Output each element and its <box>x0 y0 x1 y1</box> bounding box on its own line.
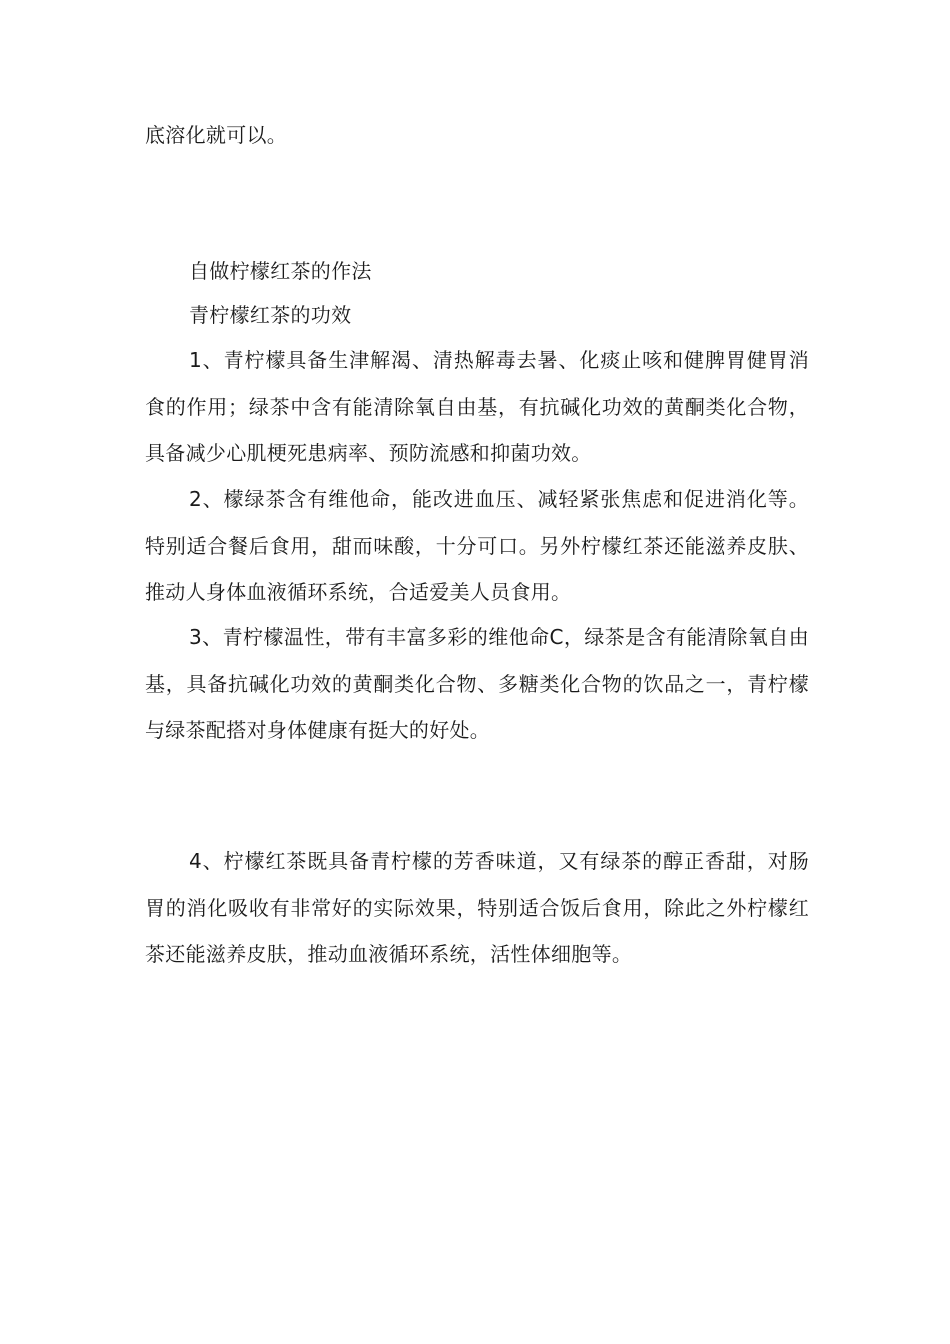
continuation-text: 底溶化就可以。 <box>145 123 288 147</box>
heading-benefits: 青柠檬红茶的功效 <box>189 303 352 327</box>
paragraph-3: 3、青柠檬温性，带有丰富多彩的维他命C，绿茶是含有能清除氧自由基，具备抗碱化功效的黄酮类化合物、多糖类化合物的饮品之一，青柠檬与绿茶配搭对身体健康有挺大的好处。 <box>145 625 809 742</box>
paragraph-1: 1、青柠檬具备生津解渴、清热解毒去暑、化痰止咳和健脾胃健胃消食的作用；绿茶中含有能清除氧自由基，有抗碱化功效的黄酮类化合物，具备减少心肌梗死患病率、预防流感和抑菌功效。 <box>145 348 809 465</box>
paragraph-2: 2、檬绿茶含有维他命，能改进血压、减轻紧张焦虑和促进消化等。特别适合餐后食用，甜而味酸，十分可口。另外柠檬红茶还能滋养皮肤、推动人身体血液循环系统，合适爱美人员食用。 <box>145 487 809 604</box>
heading-recipe: 自做柠檬红茶的作法 <box>189 259 372 283</box>
paragraph-4: 4、柠檬红茶既具备青柠檬的芳香味道，又有绿茶的醇正香甜，对肠胃的消化吸收有非常好的实际效果，特别适合饭后食用，除此之外柠檬红茶还能滋养皮肤，推动血液循环系统，活性体细胞等。 <box>145 849 809 966</box>
